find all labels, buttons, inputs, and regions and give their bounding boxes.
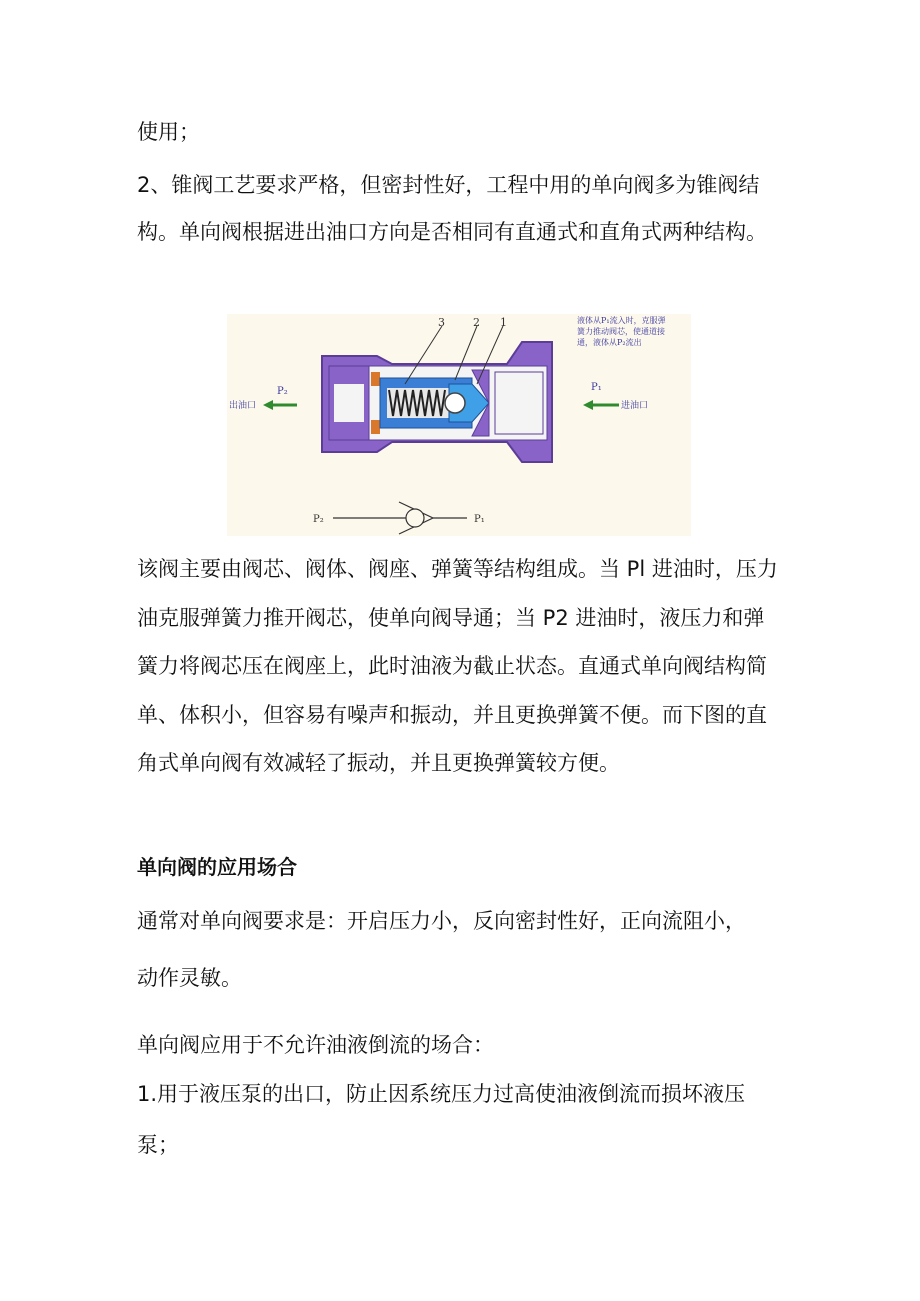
check-valve-symbol bbox=[333, 502, 467, 534]
right-port-bore bbox=[495, 372, 543, 434]
left-port-bore bbox=[334, 384, 364, 422]
inlet-label: 进油口 bbox=[621, 401, 649, 411]
seal-ring-top bbox=[371, 372, 380, 386]
text-line: 1.用于液压泵的出口，防止因系统压力过高使油液倒流而损坏液压 bbox=[137, 1082, 746, 1106]
figure-note-line: 通，液体从P₂流出 bbox=[577, 338, 642, 347]
inlet-port-label: P₁ bbox=[591, 382, 602, 393]
text-line: 2、锥阀工艺要求严格，但密封性好，工程中用的单向阀多为锥阀结 bbox=[137, 173, 760, 197]
text-line: 角式单向阀有效减轻了振动，并且更换弹簧较方便。 bbox=[137, 751, 620, 775]
outlet-port-label: P₂ bbox=[277, 386, 288, 397]
ball bbox=[445, 393, 465, 413]
symbol-left-port-label: P₂ bbox=[313, 514, 324, 525]
section-heading: 单向阀的应用场合 bbox=[137, 855, 297, 879]
figure-note-line: 液体从P₁流入时，克服弹 bbox=[577, 316, 666, 325]
part-number-3: 3 bbox=[438, 316, 445, 329]
figure-note-line: 簧力推动阀芯，使通道接 bbox=[577, 327, 665, 336]
text-line: 该阀主要由阀芯、阀体、阀座、弹簧等结构组成。当 Pl 进油时，压力 bbox=[137, 557, 778, 581]
check-valve-figure bbox=[227, 314, 691, 536]
outlet-label: 出油口 bbox=[229, 401, 257, 411]
text-line: 单、体积小，但容易有噪声和振动，并且更换弹簧不便。而下图的直 bbox=[137, 703, 767, 727]
text-line: 通常对单向阀要求是：开启压力小，反向密封性好，正向流阻小， bbox=[137, 909, 746, 933]
symbol-right-port-label: P₁ bbox=[474, 514, 485, 525]
text-line: 簧力将阀芯压在阀座上，此时油液为截止状态。直通式单向阀结构简 bbox=[137, 654, 767, 678]
part-number-1: 1 bbox=[500, 316, 507, 329]
text-line: 动作灵敏。 bbox=[137, 966, 242, 990]
outlet-arrow-icon bbox=[263, 400, 297, 410]
text-line: 构。单向阀根据进出油口方向是否相同有直通式和直角式两种结构。 bbox=[137, 220, 767, 244]
seal-ring-bottom bbox=[371, 420, 380, 434]
text-line: 单向阀应用于不允许油液倒流的场合： bbox=[137, 1033, 494, 1057]
text-line: 油克服弹簧力推开阀芯，使单向阀导通；当 P2 进油时，液压力和弹 bbox=[137, 606, 765, 630]
part-number-2: 2 bbox=[473, 316, 480, 329]
text-line: 使用； bbox=[137, 120, 200, 144]
check-valve-diagram bbox=[227, 314, 691, 536]
text-line: 泵； bbox=[137, 1133, 179, 1157]
inlet-arrow-icon bbox=[583, 400, 619, 410]
